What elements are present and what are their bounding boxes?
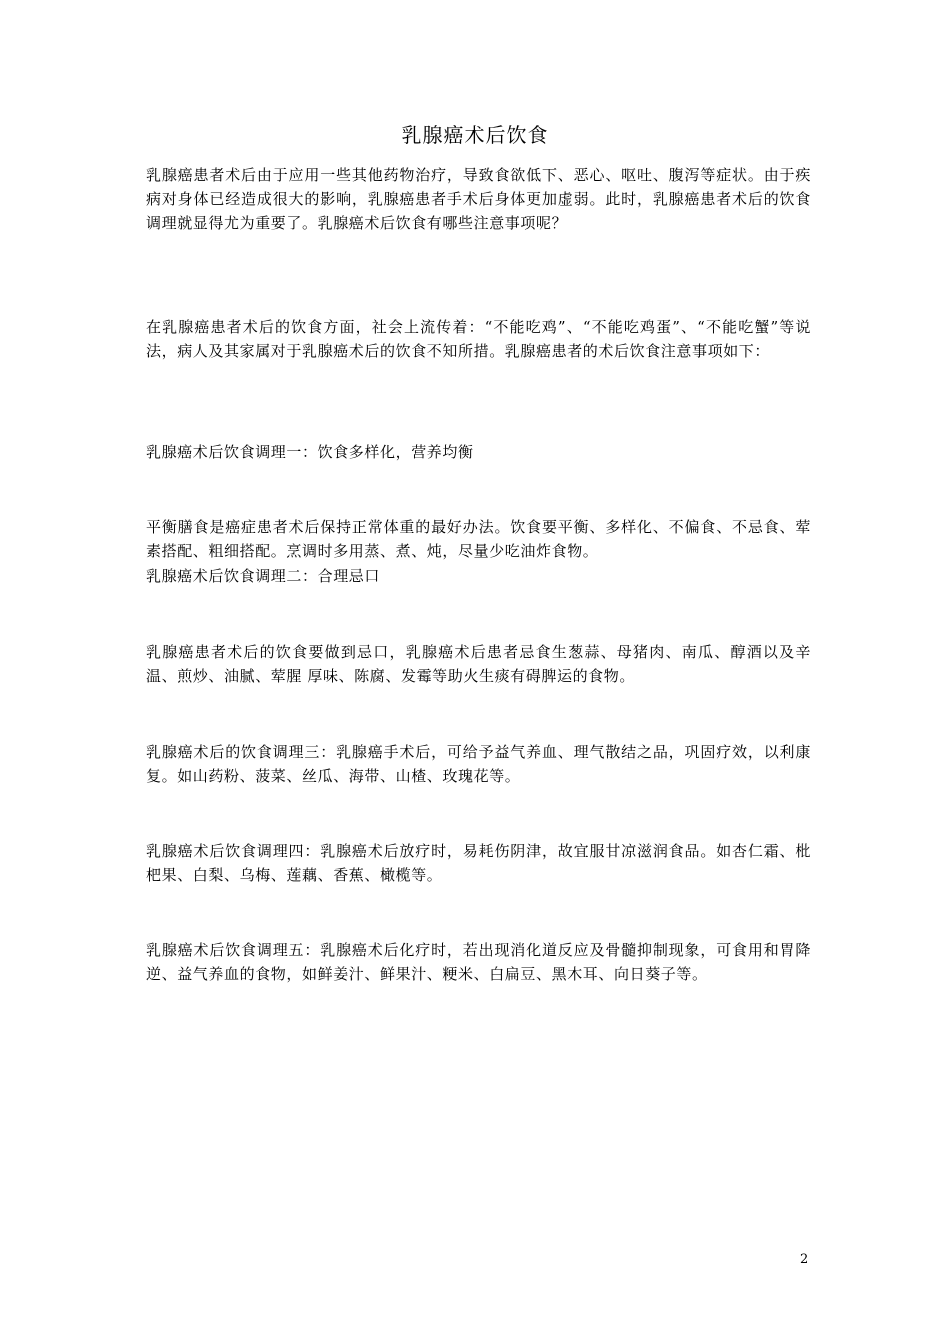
- paragraph-avoid-foods: 乳腺癌患者术后的饮食要做到忌口，乳腺癌术后患者忌食生葱蒜、母猪肉、南瓜、醇酒以及辛温、煎炒、油腻、荤腥 厚味、陈腐、发霉等助火生痰有碍脾运的食物。: [146, 643, 811, 685]
- page-number: 2: [800, 1252, 809, 1267]
- paragraph-tip-4: 乳腺癌术后饮食调理四：乳腺癌术后放疗时，易耗伤阴津，故宜服甘凉滋润食品。如杏仁霜、枇杷果、白梨、乌梅、莲藕、香蕉、橄榄等。: [146, 842, 811, 884]
- paragraph-intro: 乳腺癌患者术后由于应用一些其他药物治疗，导致食欲低下、恶心、呕吐、腹泻等症状。由于疾病对身体已经造成很大的影响，乳腺癌患者手术后身体更加虚弱。此时，乳腺癌患者术后的饮食调理就显得尤为重要了。乳腺癌术后饮食有哪些注意事项呢？: [146, 166, 811, 232]
- paragraph-tip-3: 乳腺癌术后的饮食调理三：乳腺癌手术后，可给予益气养血、理气散结之品，巩固疗效，以利康复。如山药粉、菠菜、丝瓜、海带、山楂、玫瑰花等。: [146, 743, 811, 785]
- section-heading-1: 乳腺癌术后饮食调理一：饮食多样化，营养均衡: [146, 443, 474, 461]
- document-title: 乳腺癌术后饮食: [401, 123, 549, 147]
- paragraph-rumors: 在乳腺癌患者术后的饮食方面，社会上流传着：“不能吃鸡”、“不能吃鸡蛋”、“不能吃蟹”等说法，病人及其家属对于乳腺癌术后的饮食不知所措。乳腺癌患者的术后饮食注意事项如下：: [146, 318, 811, 360]
- section-heading-2: 乳腺癌术后饮食调理二：合理忌口: [146, 567, 381, 585]
- paragraph-tip-5: 乳腺癌术后饮食调理五：乳腺癌术后化疗时，若出现消化道反应及骨髓抑制现象，可食用和胃降逆、益气养血的食物，如鲜姜汁、鲜果汁、粳米、白扁豆、黑木耳、向日葵子等。: [146, 941, 811, 983]
- paragraph-balanced-diet: 平衡膳食是癌症患者术后保持正常体重的最好办法。饮食要平衡、多样化、不偏食、不忌食、荤素搭配、粗细搭配。烹调时多用蒸、煮、炖，尽量少吃油炸食物。: [146, 518, 811, 560]
